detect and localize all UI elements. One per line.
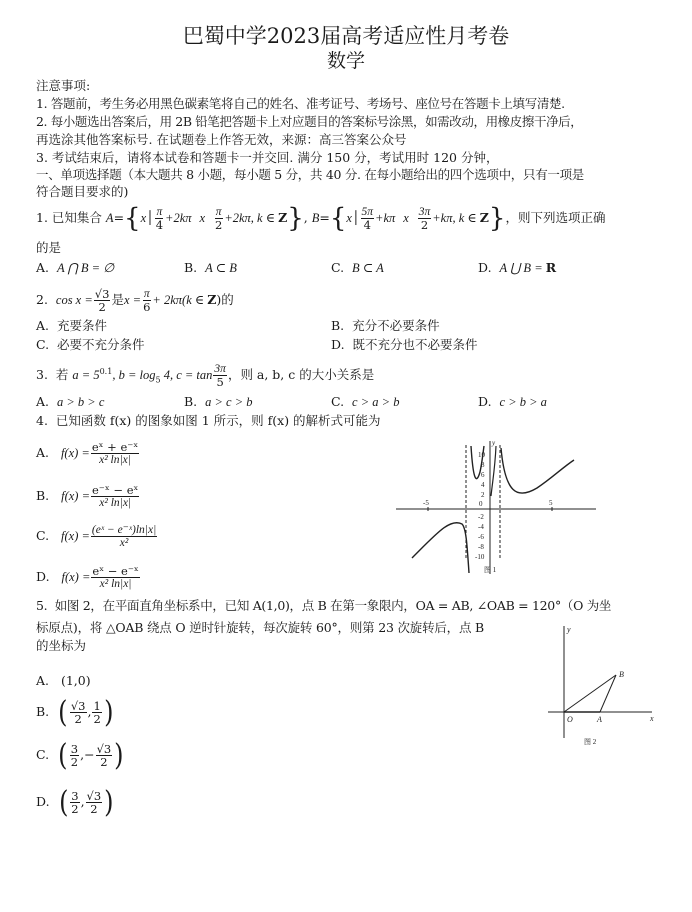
fig1-curve-mid-right xyxy=(491,446,496,496)
fig1-ytick-8: 8 xyxy=(481,461,485,469)
q1-brace-open-a: { xyxy=(124,203,141,234)
figure-2-diagram xyxy=(540,620,660,750)
fig1-ytick-4: 4 xyxy=(481,481,485,489)
q5-stem-line2: 标原点)，将 △OAB 绕点 O 逆时针旋转，每次旋转 60°，则第 23 次旋转后，点 B xyxy=(36,620,485,635)
fig2-x-label: x xyxy=(650,714,654,723)
q1-option-d: D. A ⋃ B = R xyxy=(478,260,557,275)
fig1-ytick-2: 2 xyxy=(481,491,485,499)
fig2-a-label: A xyxy=(597,715,602,724)
frac-pi-2: $\frac{\pi}{2}$ xyxy=(214,206,223,232)
q1-brace-close-a: } xyxy=(287,203,304,234)
q1-lead: 已知集合 xyxy=(51,210,102,225)
fig1-ytick-neg6: -6 xyxy=(478,533,484,541)
exam-subject: 数学 xyxy=(326,50,365,72)
q2-option-c: C. 必要不充分条件 xyxy=(36,337,145,352)
frac-sqrt3-2: $\frac{√3}{2}$ xyxy=(94,287,110,314)
q2-stem: 2. cos x = $\frac{√3}{2}$ 是x = $\frac{\pi}{6}$ + 2kπ(k ∈ Z)的 xyxy=(36,287,234,314)
q2-option-b: B. 充分不必要条件 xyxy=(331,318,440,333)
fig1-ytick-neg8: -8 xyxy=(478,543,484,551)
q5-option-c: C. ( $\frac{3}{2}$ ,− $\frac{√3}{2}$ ) xyxy=(36,737,124,773)
note-3: 3. 考试结束后，请将本试卷和答题卡一并交回. 满分 150 分，考试用时 120 分钟， xyxy=(36,150,499,165)
set-a-name: A xyxy=(105,211,114,225)
q1-z-a: Z xyxy=(278,210,288,225)
q4-option-a: A. f(x) = $\frac{\text{eˣ + e⁻ˣ}}{\text{x² ln|x|}}$ xyxy=(36,440,139,466)
q4-option-d: D. f(x) = $\frac{\text{eˣ − e⁻ˣ}}{\text{x² ln|x|}}$ xyxy=(36,564,139,590)
fig1-y-label: y xyxy=(492,439,496,447)
q3-option-c: C. c > a > b xyxy=(331,394,400,409)
q1-option-a: A. A ⋂ B = ∅ xyxy=(36,260,115,275)
q3-option-a: A. a > b > c xyxy=(36,394,105,409)
fig1-ytick-6: 6 xyxy=(481,471,485,479)
q1-brace-open-b: { xyxy=(329,203,347,234)
q2-option-a: A. 充要条件 xyxy=(36,318,107,333)
section1-line2: 符合题目要求的) xyxy=(36,184,129,199)
q4-stem: 4. 已知函数 f(x) 的图象如图 1 所示，则 f(x) 的解析式可能为 xyxy=(36,413,381,428)
q1-term-b2: +kπ, k ∈ xyxy=(432,211,480,225)
notes-heading: 注意事项: xyxy=(36,78,91,93)
q5-option-b: B. ( $\frac{√3}{2}$ , $\frac{1}{2}$ ) xyxy=(36,694,114,730)
q5-stem-line3: 的坐标为 xyxy=(36,638,87,653)
note-1: 1. 答题前，考生务必用黑色碳素笔将自己的姓名、准考证号、考场号、座位号在答题卡上填写清楚. xyxy=(36,96,565,111)
frac-pi-4: $\frac{\pi}{4}$ xyxy=(155,206,164,232)
q1-eq-b: = xyxy=(319,210,330,225)
q1-term-b1: +kπ xyxy=(375,211,396,225)
fig1-ytick-neg2: -2 xyxy=(478,513,484,521)
fig1-curve-left xyxy=(412,523,469,573)
q1-eq-a: = xyxy=(113,210,125,225)
q1-option-c: C. B ⊂ A xyxy=(331,260,384,275)
q1-var-x-b: x xyxy=(346,211,352,225)
fig1-origin: 0 xyxy=(479,500,483,508)
fig1-ytick-neg10: -10 xyxy=(475,553,485,561)
q1-z-b: Z xyxy=(479,210,489,225)
fig2-y-label: y xyxy=(567,625,571,634)
set-b-name: B xyxy=(311,211,320,225)
fig1-ytick-neg4: -4 xyxy=(478,523,484,531)
note-2a: 2. 每小题选出答案后，用 2B 铅笔把答题卡上对应题目的答案标号涂黑，如需改动，用橡皮擦干净后， xyxy=(36,114,583,129)
q4-option-b: B. f(x) = $\frac{\text{e⁻ˣ − eˣ}}{\text{x² ln|x|}}$ xyxy=(36,483,139,509)
q1-stem-cont: 的是 xyxy=(36,240,62,255)
q1-tail: ，则下列选项正确 xyxy=(505,210,606,225)
frac-pi-6: $\frac{\pi}{6}$ xyxy=(143,288,151,314)
q1-var-x-b2: x xyxy=(403,211,409,225)
q5-option-d: D. ( $\frac{3}{2}$ , $\frac{√3}{2}$ ) xyxy=(36,784,114,820)
fig1-curve-right xyxy=(501,448,574,493)
fig2-caption: 图 2 xyxy=(584,738,597,746)
q5-stem-line1: 5. 如图 2，在平面直角坐标系中，已知 A(1,0)，点 B 在第一象限内，OA = AB, ∠OAB = 120°（O 为坐 xyxy=(36,598,612,613)
q1-var-x-a2: x xyxy=(199,211,206,225)
figure-1-graph xyxy=(392,438,602,578)
q3-stem: 3. 若 $a = 5^{0.1}$, $b = \log_5 4$, c = tan $\frac{3\pi}{5}$ ，则 a, b, c 的大小关系是 xyxy=(36,363,375,389)
q1-option-b: B. A ⊂ B xyxy=(184,260,237,275)
fig1-caption: 图 1 xyxy=(484,566,497,574)
q1-term-a1: +2kπ xyxy=(165,211,192,225)
frac-3pi-2: $\frac{3\pi}{2}$ xyxy=(418,206,431,232)
q4-option-c: C. f(x) = $\frac{\text{(eˣ − e⁻ˣ)ln|x|}}{\text{x²}}$ xyxy=(36,524,157,549)
fig1-ytick-10: 10 xyxy=(478,451,485,459)
fig2-o-label: O xyxy=(567,715,573,724)
exam-title: 巴蜀中学2023届高考适应性月考卷 xyxy=(182,24,510,48)
frac-3pi-5: $\frac{3\pi}{5}$ xyxy=(214,363,226,389)
fig1-xtick-label-pos5: 5 xyxy=(549,499,553,507)
q1-number: 1. xyxy=(36,210,48,225)
q5-option-a: A. (1,0) xyxy=(36,673,91,688)
q1-var-x-a: x xyxy=(140,211,147,225)
q1-stem: 1. 已知集合 A={x│ $\frac{\pi}{4}$ +2kπ x $\frac{\pi}{2}$ +2kπ, k ∈ Z}, B={x│ $\frac{5\pi}{4}$ +kπ x $\frac{3\pi}{2}$ +kπ, k ∈ Z}，则下列选项正确 xyxy=(36,203,606,234)
q1-brace-close-b: } xyxy=(488,203,506,234)
q1-term-a2: +2kπ, k ∈ xyxy=(224,211,279,225)
fig1-xtick-label-neg5: -5 xyxy=(423,499,429,507)
q3-option-d: D. c > b > a xyxy=(478,394,547,409)
section1-line1: 一、单项选择题（本大题共 8 小题，每小题 5 分，共 40 分. 在每小题给出的四个选项中，只有一项是 xyxy=(36,167,585,182)
frac-5pi-4: $\frac{5\pi}{4}$ xyxy=(361,206,374,232)
fig2-b-label: B xyxy=(619,670,624,679)
note-2b: 再选涂其他答案标号. 在试题卷上作答无效，来源：高三答案公众号 xyxy=(36,132,407,147)
q2-option-d: D. 既不充分也不必要条件 xyxy=(331,337,478,352)
q3-option-b: B. a > c > b xyxy=(184,394,253,409)
